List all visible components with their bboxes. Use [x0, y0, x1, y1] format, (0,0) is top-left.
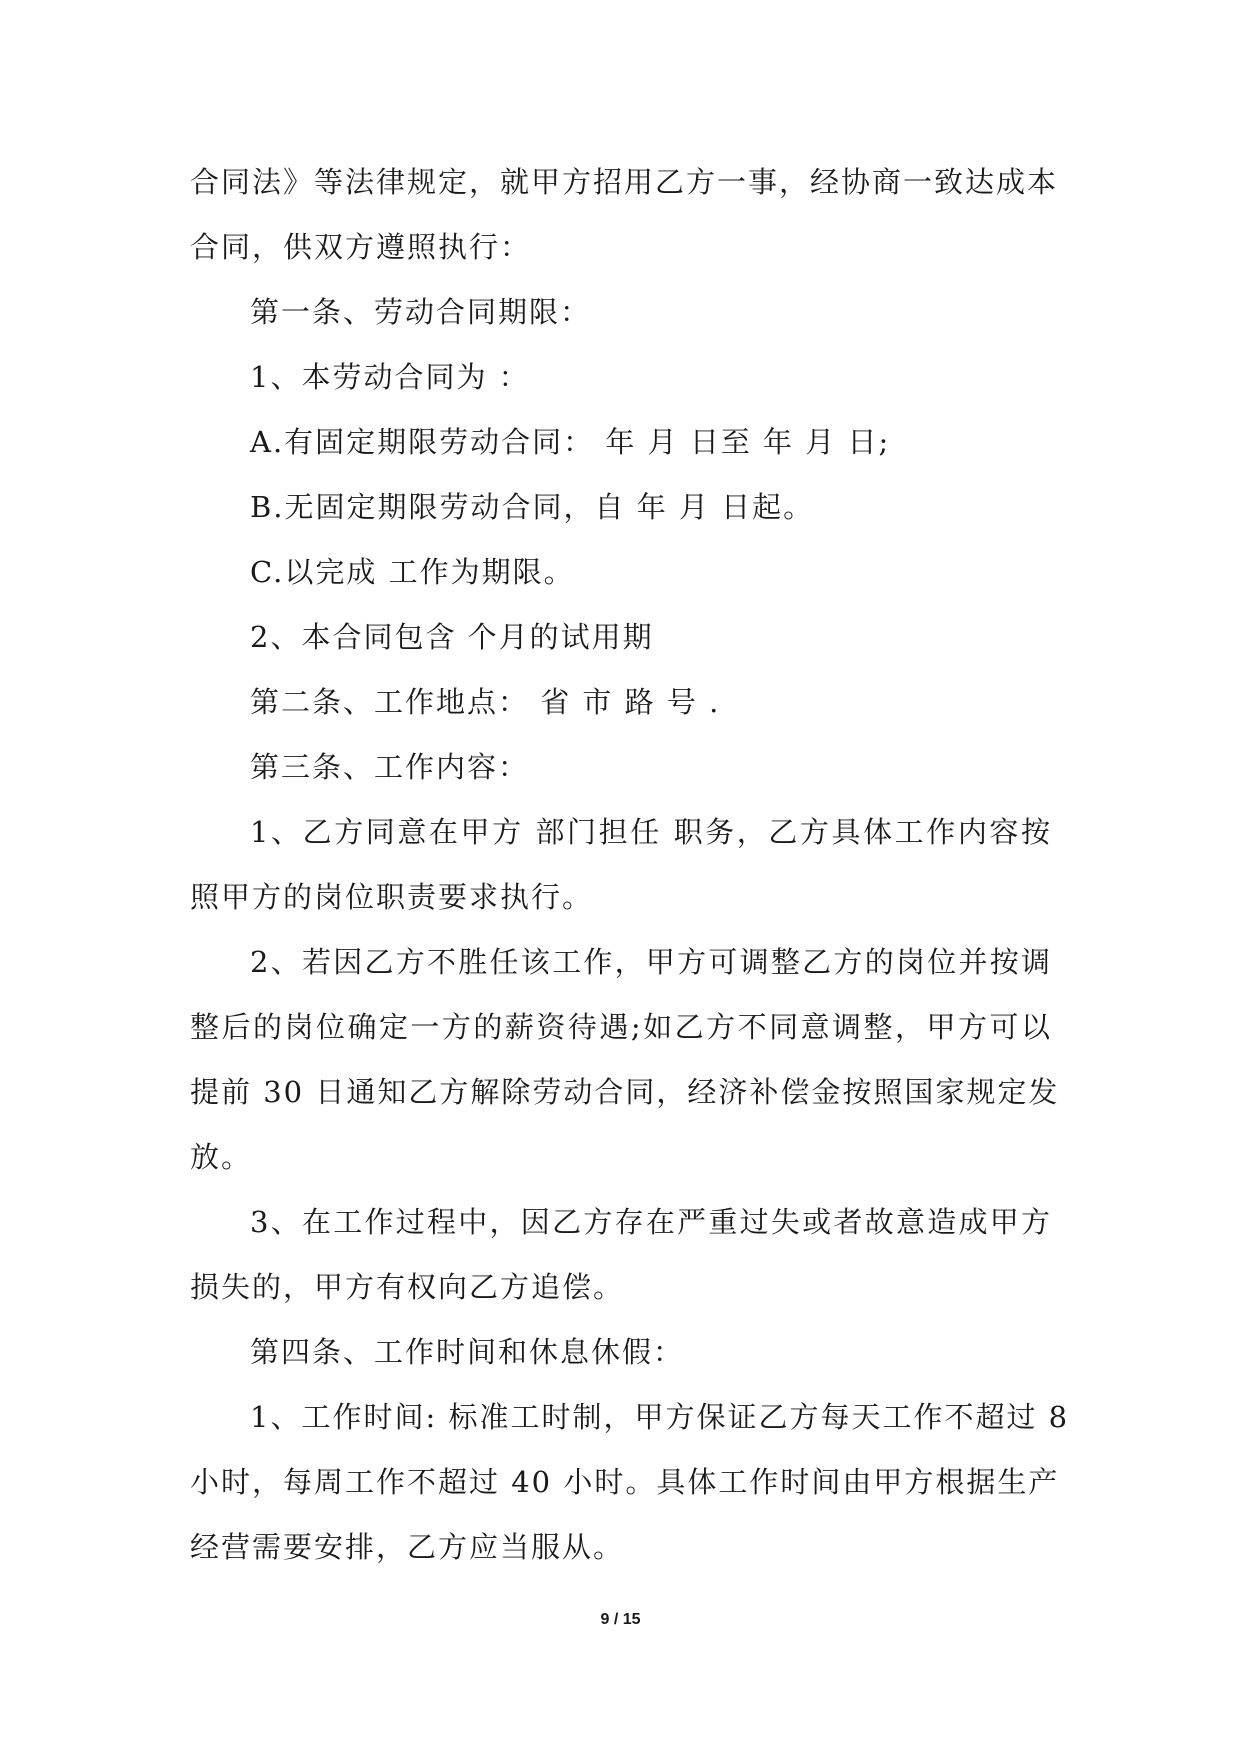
text-line: 2、若因乙方不胜任该工作，甲方可调整乙方的岗位并按调: [250, 945, 1052, 979]
text-line: 第二条、工作地点： 省 市 路 号 .: [250, 685, 721, 719]
text-line: 经营需要安排，乙方应当服从。: [190, 1530, 625, 1564]
text-line: 损失的，甲方有权向乙方追偿。: [190, 1270, 625, 1304]
text-line: 2、本合同包含 个月的试用期: [250, 620, 654, 654]
text-line: 照甲方的岗位职责要求执行。: [190, 880, 594, 914]
page-number: 9 / 15: [600, 1611, 641, 1628]
text-line: 1、工作时间: 标准工时制，甲方保证乙方每天工作不超过 8: [250, 1400, 1070, 1434]
document-body: [190, 150, 1070, 1580]
text-line: 合同，供双方遵照执行：: [190, 230, 532, 264]
text-line: 提前 30 日通知乙方解除劳动合同，经济补偿金按照国家规定发: [190, 1075, 1060, 1109]
text-line: 小时，每周工作不超过 40 小时。具体工作时间由甲方根据生产: [190, 1465, 1060, 1499]
text-line: 第四条、工作时间和休息休假：: [250, 1335, 685, 1369]
text-line: 合同法》等法律规定，就甲方招用乙方一事，经协商一致达成本: [190, 165, 1059, 199]
text-line: C.以完成 工作为期限。: [250, 555, 575, 589]
text-line: 第一条、劳动合同期限：: [250, 295, 592, 329]
text-line: 1、乙方同意在甲方 部门担任 职务，乙方具体工作内容按: [250, 815, 1052, 849]
text-line: A.有固定期限劳动合同： 年 月 日至 年 月 日;: [250, 425, 891, 459]
text-line: 第三条、工作内容：: [250, 750, 530, 784]
text-line: 1、本劳动合同为 ：: [250, 360, 530, 394]
text-line: 放。: [190, 1140, 253, 1174]
text-line: B.无固定期限劳动合同，自 年 月 日起。: [250, 490, 815, 524]
text-line: 3、在工作过程中，因乙方存在严重过失或者故意造成甲方: [250, 1205, 1052, 1239]
text-line: 整后的岗位确定一方的薪资待遇;如乙方不同意调整，甲方可以: [190, 1010, 1052, 1044]
